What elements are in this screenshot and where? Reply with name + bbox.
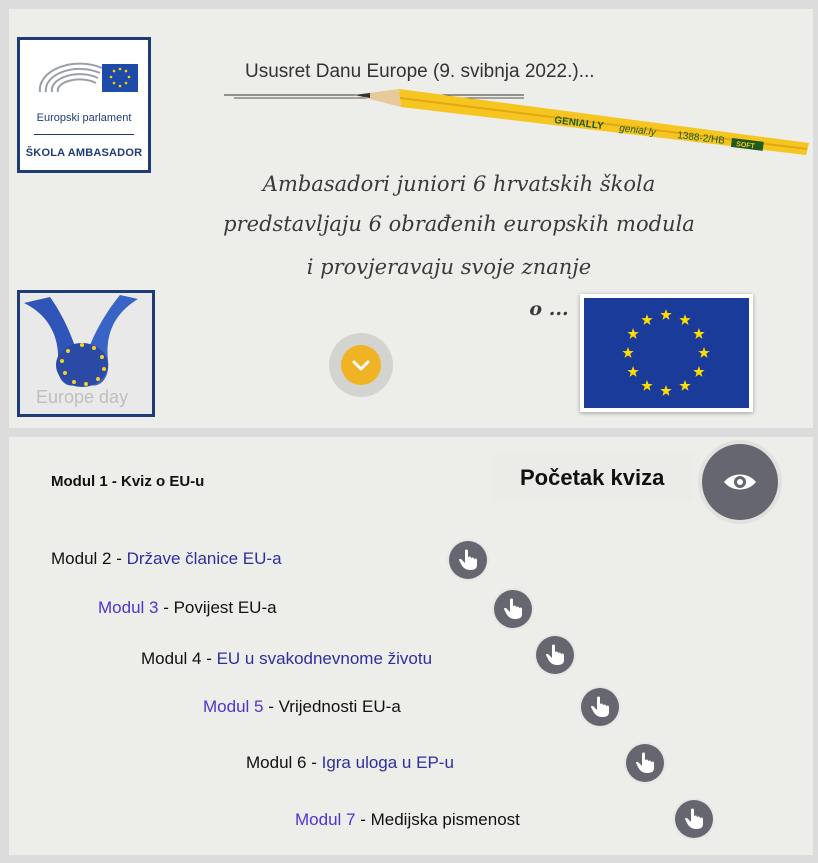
start-quiz-button[interactable] (702, 444, 778, 520)
intro-line-2: predstavljaju 6 obrađenih europskih modula (223, 212, 695, 236)
module-3-row: Modul 3 - Povijest EU-a (98, 598, 277, 617)
intro-line-3: i provjeravaju svoje znanje (306, 255, 592, 279)
hand-pointer-icon (684, 808, 704, 830)
intro-line-4: o ... (529, 298, 569, 320)
eye-icon (702, 444, 778, 520)
europe-day-image (17, 290, 155, 417)
pencil-brand: GENIALLY (553, 115, 605, 133)
module-2-row: Modul 2 - Države članice EU-a (51, 549, 282, 568)
module-1-label: Modul 1 - Kviz o EU-u (51, 473, 205, 490)
module-6-row: Modul 6 - Igra uloga u EP-u (246, 753, 454, 772)
module-4-button[interactable] (536, 636, 574, 674)
quiz-panel (9, 437, 813, 855)
scroll-down-button[interactable] (329, 333, 393, 397)
intro-panel (9, 9, 813, 428)
intro-line-1: Ambasadori juniori 6 hrvatskih škola (262, 172, 656, 196)
europe-day-caption: Europe day (36, 387, 129, 407)
module-7-button[interactable] (675, 800, 713, 838)
eu-flag-image (580, 294, 753, 412)
hand-pointer-icon (458, 549, 478, 571)
hand-pointer-icon (503, 598, 523, 620)
module-7-row: Modul 7 - Medijska pismenost (295, 810, 520, 829)
logo-text-ambassador: ŠKOLA AMBASADOR (25, 147, 143, 159)
pencil-site: genial.ly (618, 123, 657, 139)
parliament-emblem-icon (32, 52, 142, 112)
hand-pointer-icon (545, 644, 565, 666)
module-2-button[interactable] (449, 541, 487, 579)
page-title: Ususret Danu Europe (9. svibnja 2022.)... (245, 61, 595, 82)
logo-divider (34, 134, 134, 135)
quiz-start-label: Početak kviza (520, 465, 665, 490)
scroll-down-inner (341, 345, 381, 385)
pencil-grade: SOFT (735, 141, 756, 151)
hand-pointer-icon (590, 696, 610, 718)
module-6-button[interactable] (626, 744, 664, 782)
eu-stars-icon (580, 294, 753, 412)
module-5-button[interactable] (581, 688, 619, 726)
pencil-model: 1388-2/HB (676, 130, 726, 147)
quiz-start-box (493, 453, 693, 501)
pencil-illustration (224, 85, 809, 165)
module-4-row: Modul 4 - EU u svakodnevnome životu (141, 649, 433, 668)
europarl-logo (17, 37, 151, 173)
logo-text-parliament: Europski parlament (36, 112, 132, 124)
hand-pointer-icon (635, 752, 655, 774)
module-3-button[interactable] (494, 590, 532, 628)
module-5-row: Modul 5 - Vrijednosti EU-a (203, 697, 401, 716)
chevron-down-icon (341, 345, 381, 385)
